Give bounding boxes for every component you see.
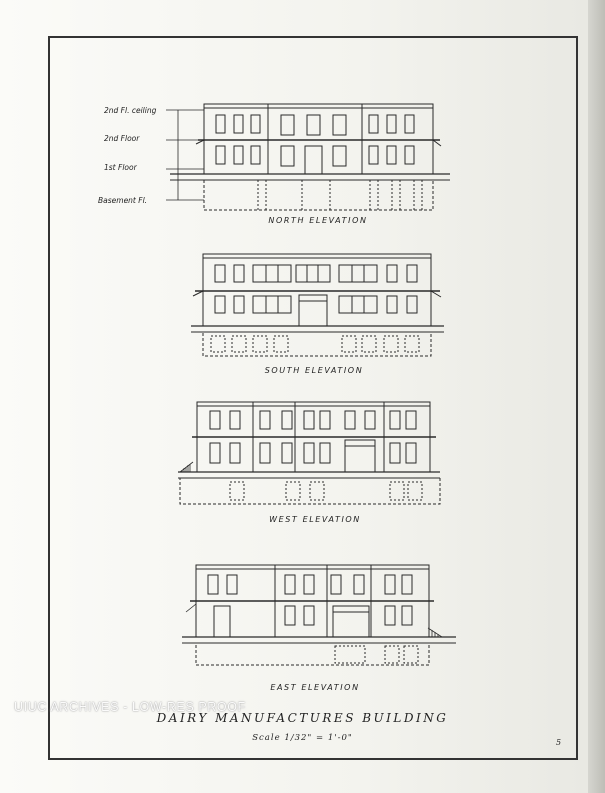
sheet-number: 5	[556, 738, 562, 747]
north-level-label-1st-floor: 1st Floor	[104, 163, 137, 172]
archive-watermark: UIUC ARCHIVES - LOW-RES PROOF	[14, 700, 246, 714]
east-elevation	[182, 565, 456, 665]
south-elevation-title: SOUTH ELEVATION	[264, 366, 364, 375]
north-elevation	[166, 104, 450, 210]
sheet-title: DAIRY MANUFACTURES BUILDING	[156, 711, 449, 725]
north-level-label-ceiling: 2nd Fl. ceiling	[104, 106, 157, 115]
north-level-label-2nd-floor: 2nd Floor	[104, 134, 140, 143]
west-elevation-title: WEST ELEVATION	[269, 515, 361, 524]
scale-note: Scale 1/32" = 1'-0"	[252, 733, 353, 743]
south-elevation	[191, 254, 444, 356]
east-elevation-title: EAST ELEVATION	[270, 683, 360, 692]
west-elevation	[178, 402, 440, 504]
north-level-label-basement: Basement Fl.	[98, 196, 148, 205]
north-elevation-title: NORTH ELEVATION	[268, 216, 368, 225]
